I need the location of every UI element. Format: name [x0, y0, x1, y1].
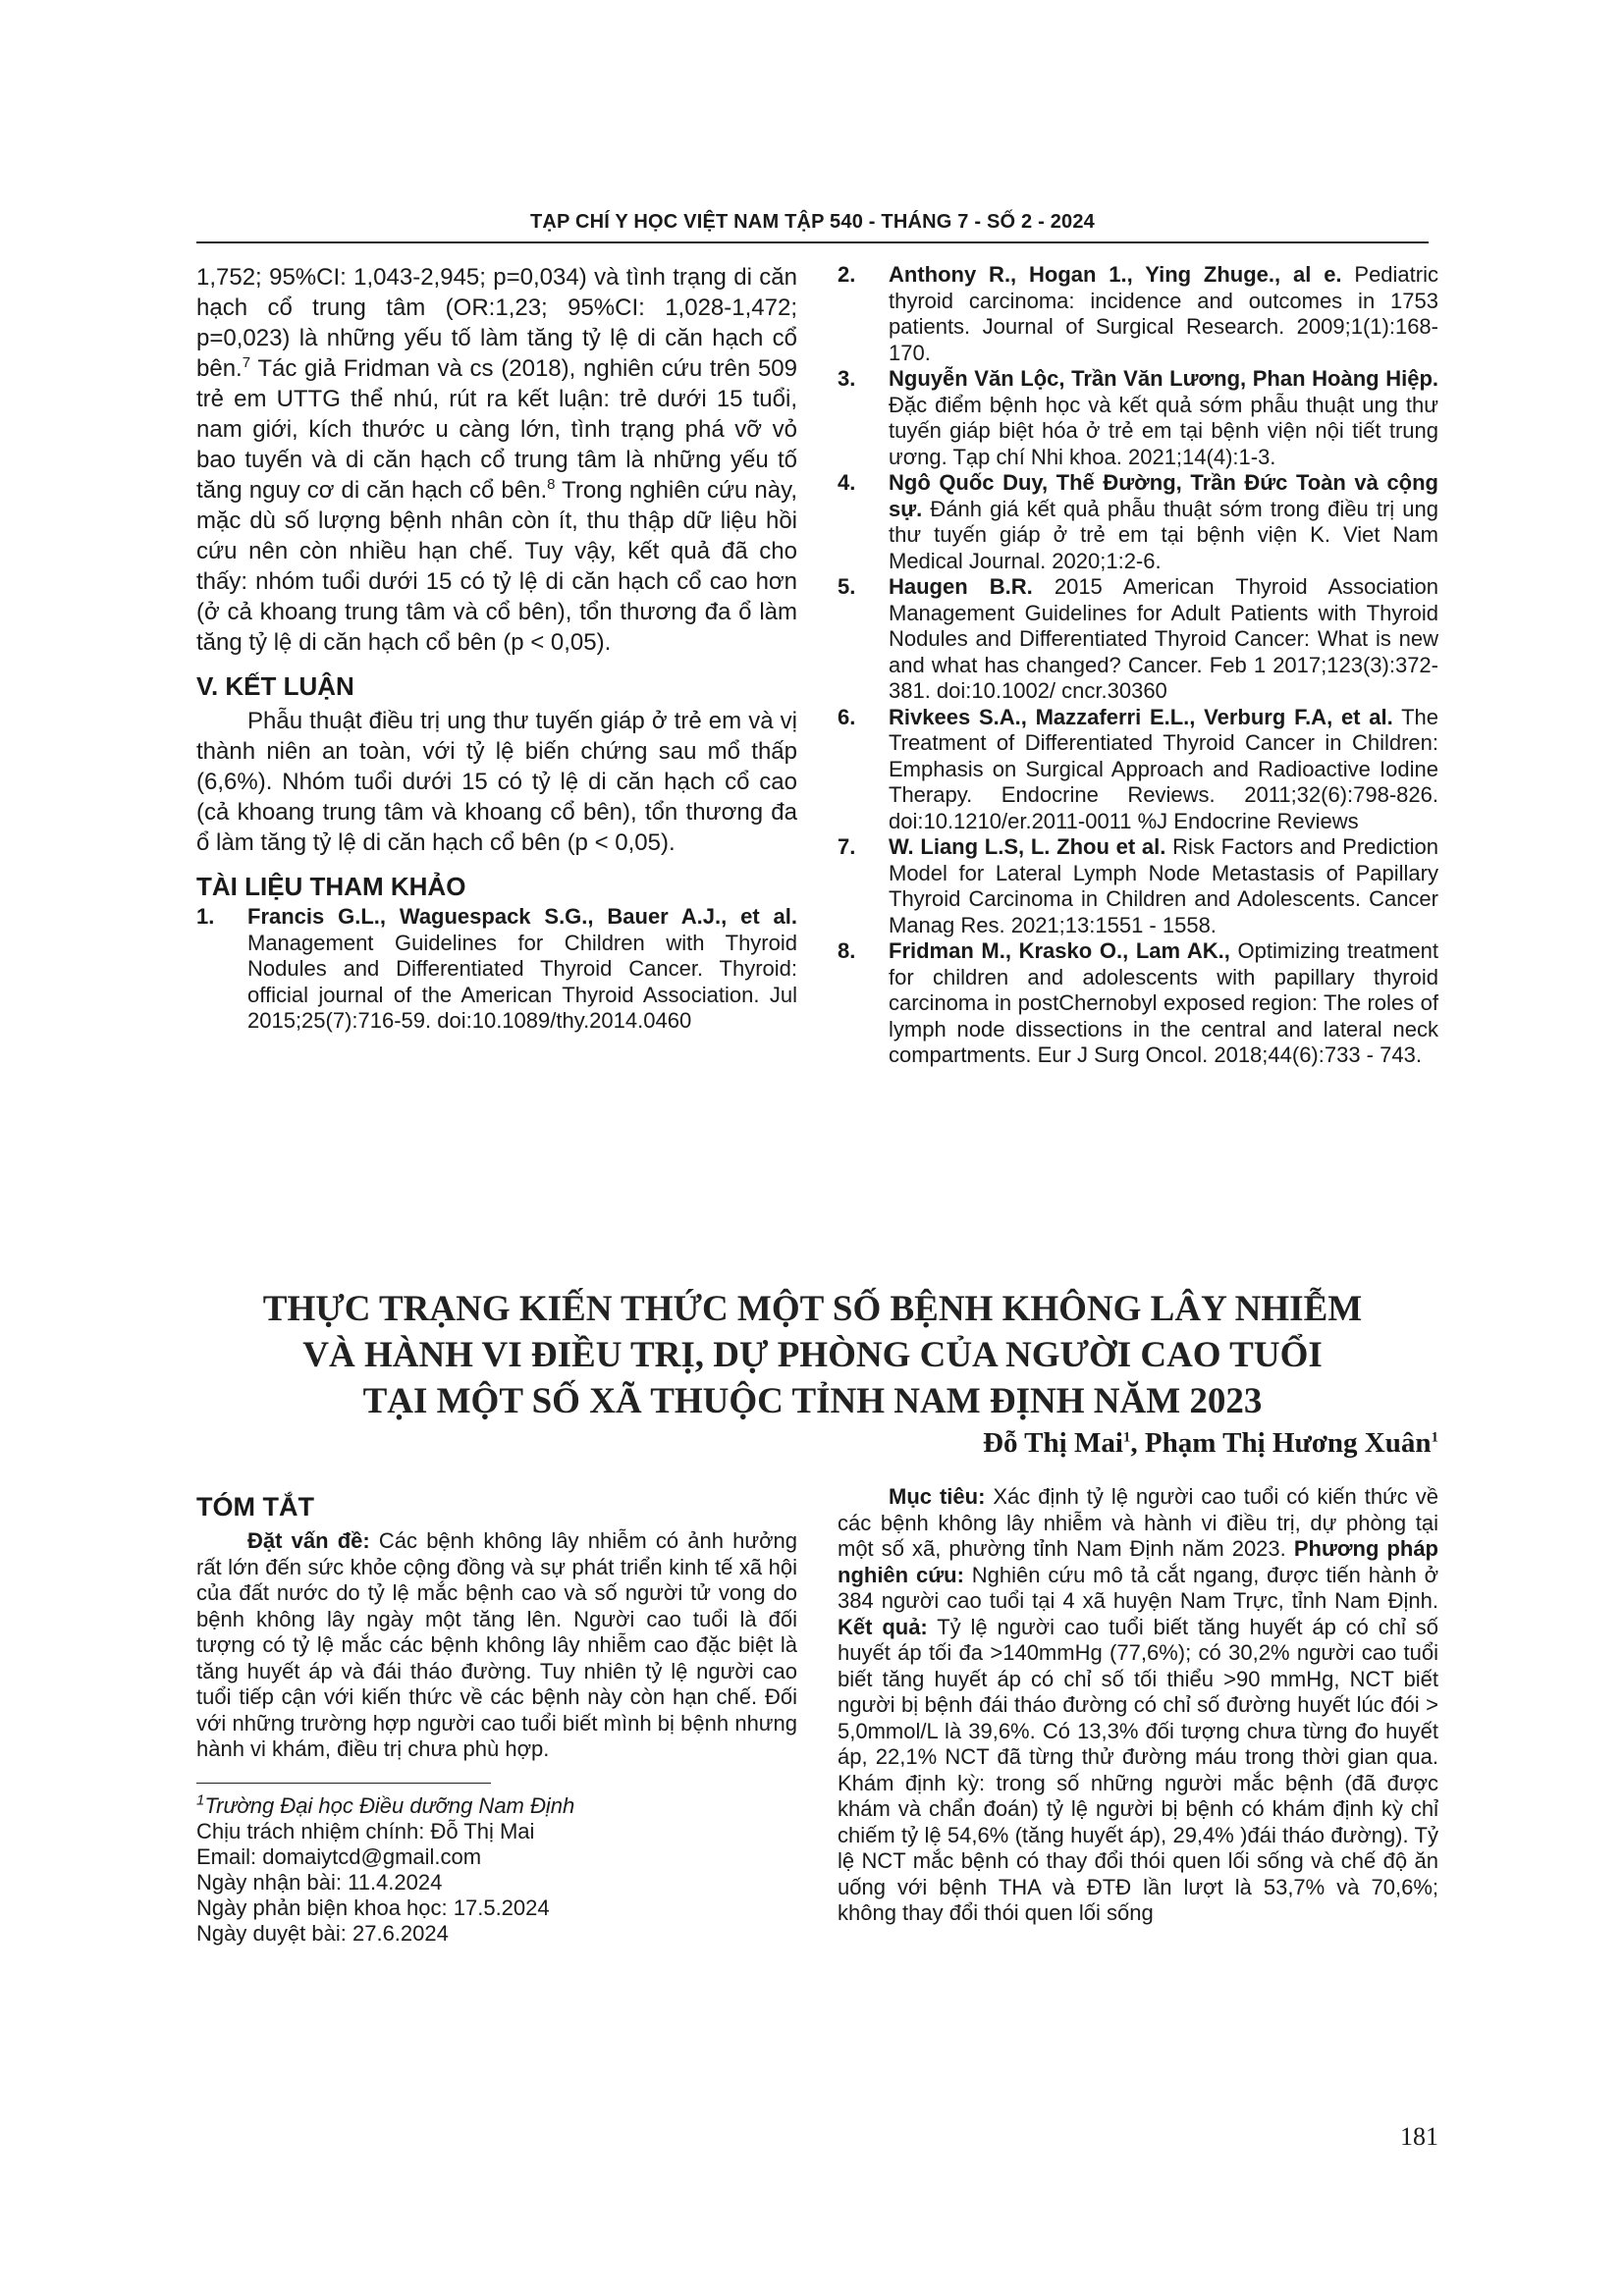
abstract-left-column [196, 1492, 797, 1947]
corresponding-author: Chịu trách nhiệm chính: Đỗ Thị Mai [196, 1818, 535, 1843]
article-title-line: TẠI MỘT SỐ XÃ THUỘC TỈNH NAM ĐỊNH NĂM 2023 [362, 1381, 1263, 1421]
abstract-background: Đặt vấn đề: Các bệnh không lây nhiễm có ảnh hưởng rất lớn đến sức khỏe cộng đồng và sự phát triển kinh tế xã hội của đất nước do tỷ lệ mắc bệnh cao và số người tử vong do bệnh không lây ngày một tăng lên. Người cao tuổi là đối tượng có tỷ lệ mắc các bệnh không lây nhiễm cao đặc biệt là tăng huyết áp và đái tháo đường. Tuy nhiên tỷ lệ người cao tuổi tiếp cận với kiến thức về các bệnh này còn hạn chế. Đối với những trường hợp người cao tuổi biết mình bị bệnh nhưng hành vi khám, điều trị chưa phù hợp. [196, 1528, 797, 1761]
references-heading: TÀI LIỆU THAM KHẢO [196, 872, 466, 901]
reference-item: 6. Rivkees S.A., Mazzaferri E.L., Verburg F.A, et al. The Treatment of Differentiated Thyroid Cancer in Children: Emphasis on Surgical Approach and Radioactive Iodine Therapy. Endocrine Reviews. 2011;32(6):798-826. doi:10.1210/er.2011-0011 %J Endocrine Reviews [838, 704, 1439, 833]
left-column-prev-article [196, 262, 797, 1035]
header-rule [196, 241, 1429, 243]
reference-item: 2. Anthony R., Hogan 1., Ying Zhuge., al e. Pediatric thyroid carcinoma: incidence and outcomes in 1753 patients. Journal of Surgical Research. 2009;1(1):168-170. [838, 262, 1438, 365]
reference-item: 7. W. Liang L.S, L. Zhou et al. Risk Factors and Prediction Model for Lateral Lymph Node Metastasis of Papillary Thyroid Carcinoma in Children and Adolescents. Cancer Manag Res. 2021;13:1551 - 1558. [838, 834, 1439, 937]
accepted-date: Ngày duyệt bài: 27.6.2024 [196, 1920, 449, 1946]
reference-item: 5. Haugen B.R. 2015 American Thyroid Association Management Guidelines for Adult Patients with Thyroid Nodules and Differentiated Thyroid Cancer: What is new and what has changed? Cancer. Feb 1 2017;123(3):372-381. doi:10.1002/ cncr.30360 [838, 574, 1438, 703]
summary-heading: TÓM TẮT [196, 1492, 314, 1522]
conclusion-heading: V. KẾT LUẬN [196, 671, 354, 701]
abstract-right-column [838, 1484, 1438, 1927]
reference-item: 3. Nguyễn Văn Lộc, Trần Văn Lương, Phan Hoàng Hiệp. Đặc điểm bệnh học và kết quả sớm phẫu thuật ung thư tuyến giáp biệt hóa ở trẻ em tại bệnh viện nội tiết trung ương. Tạp chí Nhi khoa. 2021;14(4):1-3. [838, 366, 1438, 469]
right-column-references [838, 262, 1438, 1069]
footnote-rule [196, 1783, 491, 1784]
article-authors: Đỗ Thị Mai$^1$, Phạm Thị Hương Xuân$^1$ [983, 1427, 1438, 1459]
reference-item: 8. Fridman M., Krasko O., Lam AK., Optimizing treatment for children and adolescents with papillary thyroid carcinoma in postChernobyl exposed region: The roles of lymph node dissections in the central and lateral neck compartments. Eur J Surg Oncol. 2018;44(6):733 - 743. [838, 938, 1438, 1067]
article-title-line: VÀ HÀNH VI ĐIỀU TRỊ, DỰ PHÒNG CỦA NGƯỜI CAO TUỔI [302, 1335, 1323, 1375]
affiliation: $^1$Trường Đại học Điều dưỡng Nam Định [196, 1791, 575, 1818]
article-title [196, 1286, 1429, 1424]
abstract-body: Mục tiêu: Xác định tỷ lệ người cao tuổi có kiến thức về các bệnh không lây nhiễm và hành vi điều trị, dự phòng tại một số xã, phường tỉnh Nam Định năm 2023. Phương pháp nghiên cứu: Nghiên cứu mô tả cắt ngang, được tiến hành ở 384 người cao tuổi tại 4 xã huyện Nam Trực, tỉnh Nam Định. Kết quả: Tỷ lệ người cao tuổi biết tăng huyết áp có chỉ số huyết áp tối đa >140mmHg (77,6%); có 30,2% người cao tuổi biết tăng huyết áp có chỉ số tối thiểu >90 mmHg, NCT biết người bị bệnh đái tháo đường có chỉ số đường huyết lúc đói > 5,0mmol/L là 39,6%. Có 13,3% đối tượng chưa từng đo huyết áp, 22,1% NCT đã từng thử đường máu trong thời gian qua. Khám định kỳ: trong số những người mắc bệnh (đã được khám và chẩn đoán) tỷ lệ người bị bệnh có khám định kỳ chỉ chiếm tỷ lệ 54,6% (tăng huyết áp), 29,4% )đái tháo đường). Tỷ lệ NCT mắc bệnh có thay đổi thói quen lối sống và chế độ ăn uống với bệnh THA và ĐTĐ lần lượt là 53,7% và 70,6%; không thay đổi thói quen lối sống [838, 1484, 1439, 1925]
reference-item: 4. Ngô Quốc Duy, Thế Đường, Trần Đức Toàn và cộng sự. Đánh giá kết quả phẫu thuật sớm trong điều trị ung thư tuyến giáp ở trẻ em tại bệnh viện K. Viet Nam Medical Journal. 2020;1:2-6. [838, 470, 1438, 573]
page-number: 181 [1400, 2122, 1438, 2151]
reference-item: 1. Francis G.L., Waguespack S.G., Bauer A.J., et al. Management Guidelines for Children with Thyroid Nodules and Differentiated Thyroid Cancer. Thyroid: official journal of the American Thyroid Association. Jul 2015;25(7):716-59. doi:10.1089/thy.2014.0460 [196, 904, 797, 1033]
journal-header: TẠP CHÍ Y HỌC VIỆT NAM TẬP 540 - THÁNG 7 - SỐ 2 - 2024 [529, 211, 1096, 233]
article-title-line: THỰC TRẠNG KIẾN THỨC MỘT SỐ BỆNH KHÔNG LÂY NHIỄM [262, 1289, 1363, 1329]
email: Email: domaiytcd@gmail.com [196, 1843, 482, 1869]
conclusion-paragraph: Phẫu thuật điều trị ung thư tuyến giáp ở trẻ em và vị thành niên an toàn, với tỷ lệ biến chứng sau mổ thấp (6,6%). Nhóm tuổi dưới 15 có tỷ lệ di căn hạch cổ cao (cả khoang trung tâm và khoang cổ bên), tổn thương đa ổ làm tăng tỷ lệ di căn hạch cổ bên (p < 0,05). [196, 708, 797, 856]
footnote [196, 1793, 797, 1947]
received-date: Ngày nhận bài: 11.4.2024 [196, 1869, 443, 1895]
discussion-paragraph: 1,752; 95%CI: 1,043-2,945; p=0,034) và tình trạng di căn hạch cổ trung tâm (OR:1,23; 95%CI: 1,028-1,472; p=0,023) là những yếu tố làm tăng tỷ lệ di căn hạch cổ bên.$^7$ Tác giả Fridman và cs (2018), nghiên cứu trên 509 trẻ em UTTG thể nhú, rút ra kết luận: trẻ dưới 15 tuổi, nam giới, kích thước u càng lớn, tình trạng phá vỡ vỏ bao tuyến và di căn hạch cổ trung tâm là những yếu tố tăng nguy cơ di căn hạch cổ bên.$^8$ Trong nghiên cứu này, mặc dù số lượng bệnh nhân còn ít, thu thập dữ liệu hồi cứu nên còn nhiều hạn chế. Tuy vậy, kết quả đã cho thấy: nhóm tuổi dưới 15 có tỷ lệ di căn hạch cổ cao hơn (ở cả khoang trung tâm và cổ bên), tổn thương đa ổ làm tăng tỷ lệ di căn hạch cổ bên (p < 0,05). [196, 264, 797, 656]
review-date: Ngày phản biện khoa học: 17.5.2024 [196, 1895, 550, 1920]
